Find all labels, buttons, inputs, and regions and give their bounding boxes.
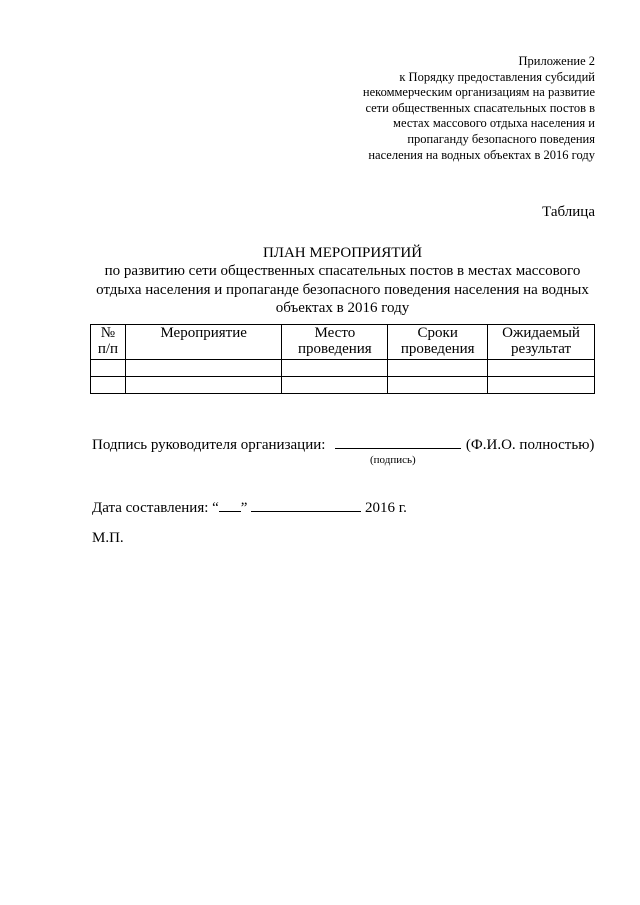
signature-blank[interactable] — [335, 434, 461, 449]
appendix-note — [295, 54, 595, 163]
stamp-place: М.П. — [92, 530, 124, 546]
table-label: Таблица — [542, 204, 595, 220]
date-label: Дата составления: “ — [92, 500, 219, 516]
signature-label: Подпись руководителя организации: — [92, 437, 326, 453]
appendix-line: Приложение 2 — [518, 54, 595, 68]
header-result: Ожидаемый результат — [488, 325, 595, 360]
table-cell[interactable] — [282, 360, 388, 377]
header-activity: Мероприятие — [125, 325, 282, 360]
header-dates: Сроки проведения — [388, 325, 488, 360]
plan-subtitle-line: по развитию сети общественных спасательных постов в местах массового — [104, 263, 581, 280]
date-year: 2016 г. — [364, 500, 407, 516]
appendix-line: некоммерческим организациям на развитие — [362, 85, 595, 100]
table-row — [91, 377, 595, 394]
header-place: Место проведения — [282, 325, 388, 360]
signature-note: (подпись) — [370, 454, 416, 466]
date-line — [92, 497, 407, 517]
date-quote: ” — [240, 500, 248, 516]
header-number: № п/п — [91, 325, 126, 360]
table-header-row — [91, 325, 595, 360]
signature-suffix: (Ф.И.О. полностью) — [465, 437, 595, 453]
appendix-line: к Порядку предоставления субсидий — [399, 69, 595, 84]
table-cell[interactable] — [488, 377, 595, 394]
plan-subtitle-line: отдыха населения и пропаганде безопасного поведения населения на водных — [96, 281, 589, 298]
appendix-line: местах массового отдыха населения и — [393, 116, 595, 131]
table-cell[interactable] — [388, 377, 488, 394]
plan-heading: ПЛАН МЕРОПРИЯТИЙ — [262, 245, 423, 261]
month-blank[interactable] — [251, 497, 361, 512]
table-cell[interactable] — [488, 360, 595, 377]
appendix-line: сети общественных спасательных постов в — [365, 100, 595, 115]
plan-title — [90, 244, 595, 318]
table-cell[interactable] — [388, 360, 488, 377]
table-cell[interactable] — [125, 377, 282, 394]
table-row — [91, 360, 595, 377]
plan-subtitle-line: объектах в 2016 году — [275, 300, 410, 317]
day-blank[interactable] — [219, 497, 241, 512]
table-cell[interactable] — [125, 360, 282, 377]
table-cell[interactable] — [91, 360, 126, 377]
table-cell[interactable] — [91, 377, 126, 394]
signature-line — [92, 434, 597, 454]
plan-table — [90, 324, 595, 394]
appendix-line: населения на водных объектах в 2016 году — [368, 147, 595, 162]
appendix-line: пропаганду безопасного поведения — [407, 131, 595, 146]
table-cell[interactable] — [282, 377, 388, 394]
